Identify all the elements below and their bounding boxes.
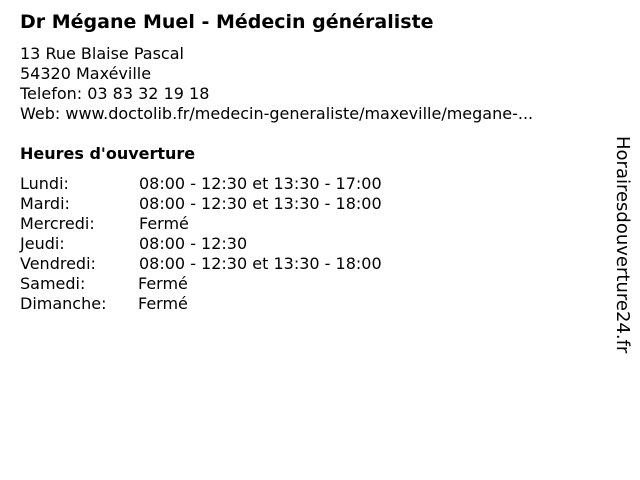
day-label: Mercredi: bbox=[20, 214, 95, 233]
street-address: 13 Rue Blaise Pascal bbox=[20, 44, 184, 63]
day-hours: 08:00 - 12:30 et 13:30 - 17:00 bbox=[139, 174, 382, 193]
day-label: Lundi: bbox=[20, 174, 69, 193]
day-hours: Fermé bbox=[138, 294, 188, 313]
site-watermark: Horairesdouverture24.fr bbox=[612, 136, 633, 354]
day-label: Mardi: bbox=[20, 194, 70, 213]
phone-number[interactable]: Telefon: 03 83 32 19 18 bbox=[20, 84, 210, 103]
address-block bbox=[20, 44, 533, 124]
page-title: Dr Mégane Muel - Médecin généraliste bbox=[20, 11, 434, 33]
day-hours: Fermé bbox=[139, 214, 189, 233]
day-label: Samedi: bbox=[20, 274, 86, 293]
opening-hours-heading: Heures d'ouverture bbox=[20, 144, 196, 163]
day-hours: 08:00 - 12:30 et 13:30 - 18:00 bbox=[139, 194, 382, 213]
city-postal-code: 54320 Maxéville bbox=[20, 64, 152, 83]
day-label: Jeudi: bbox=[20, 234, 65, 253]
website-link[interactable]: Web: www.doctolib.fr/medecin-generaliste/maxeville/megane-... bbox=[20, 104, 534, 123]
day-hours: 08:00 - 12:30 bbox=[139, 234, 248, 253]
day-label: Vendredi: bbox=[20, 254, 96, 273]
day-label: Dimanche: bbox=[20, 294, 107, 313]
day-hours: Fermé bbox=[138, 274, 188, 293]
day-hours: 08:00 - 12:30 et 13:30 - 18:00 bbox=[139, 254, 382, 273]
